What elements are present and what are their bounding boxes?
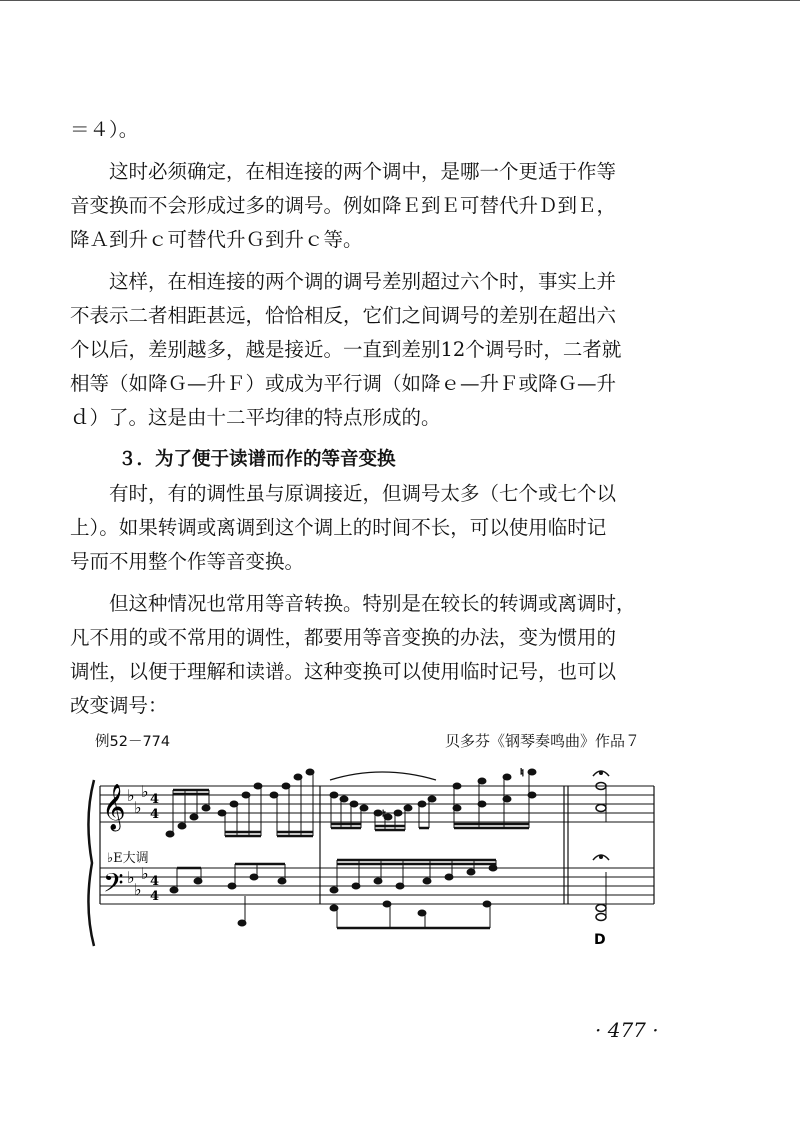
svg-text:4: 4	[150, 792, 160, 807]
text-line: ｄ）了。这是由十二平均律的特点形成的。	[70, 406, 441, 429]
text-line: ＝４）。	[70, 118, 139, 141]
text-line: 降Ａ到升ｃ可替代升Ｇ到升ｃ等。	[70, 228, 363, 251]
text-line: 这时必须确定，在相连接的两个调中，是哪一个更适于作等	[109, 160, 617, 183]
text-line: 调性，以便于理解和读谱。这种变换可以使用临时记号，也可以	[70, 660, 617, 683]
svg-text:♭: ♭	[141, 782, 149, 801]
time-signature	[150, 792, 159, 904]
svg-text:♭: ♭	[141, 864, 149, 883]
key-signature-bass	[127, 864, 149, 899]
paragraph-2	[70, 155, 666, 257]
paragraph-3	[70, 265, 666, 435]
text-line: 音变换而不会形成过多的调号。例如降Ｅ到Ｅ可替代升Ｄ到Ｅ，	[70, 194, 617, 217]
svg-text:♭: ♭	[134, 880, 142, 899]
text-line: 但这种情况也常用等音转换。特别是在较长的转调或离调时，	[109, 592, 636, 615]
text-line: 改变调号：	[70, 694, 168, 717]
top-rule	[0, 0, 800, 1]
bass-staff	[100, 868, 654, 904]
text-line: 个以后，差别越多，越是接近。一直到差别12个调号时，二者就	[70, 338, 622, 361]
grand-staff-brace	[88, 780, 94, 946]
page-number: · 477 ·	[595, 1018, 659, 1042]
bass-notes-measure-2	[330, 860, 497, 928]
music-score	[82, 768, 662, 958]
key-label: ♭E大调	[107, 851, 149, 866]
svg-text:♮: ♮	[382, 808, 386, 821]
text-line: 这样，在相连接的两个调的调号差别超过六个时，事实上并	[109, 270, 617, 293]
section-heading-para	[70, 443, 666, 477]
key-signature-treble	[127, 782, 149, 817]
text-line: 上）。如果转调或离调到这个调上的时间不长，可以使用临时记	[70, 516, 607, 539]
bass-final-chord	[593, 855, 609, 921]
treble-staff	[100, 786, 654, 822]
bass-note-label: D	[594, 932, 606, 948]
svg-text:♭: ♭	[134, 798, 142, 817]
text-line: 凡不用的或不常用的调性，都要用等音变换的办法，变为惯用的	[70, 626, 617, 649]
svg-text:4: 4	[150, 874, 160, 889]
example-label: 例52－774	[95, 734, 171, 750]
treble-final-chord	[593, 771, 609, 822]
treble-notes-measure-1	[166, 769, 314, 837]
svg-text:♭: ♭	[127, 786, 135, 805]
paragraph-4	[70, 477, 666, 579]
paragraph-1	[70, 113, 666, 147]
text-line: 不表示二者相距甚远，恰恰相反，它们之间调号的差别在超出六	[70, 304, 617, 327]
section-heading: ３．为了便于读谱而作的等音变换	[118, 449, 396, 470]
example-source: 贝多芬《钢琴奏鸣曲》作品７	[445, 732, 641, 750]
bass-clef-icon: 𝄢	[103, 867, 124, 905]
text-line: 相等（如降Ｇ—升Ｆ）或成为平行调（如降ｅ—升Ｆ或降Ｇ—升	[70, 372, 617, 395]
treble-notes-measure-2	[330, 768, 536, 830]
paragraph-5	[70, 587, 666, 723]
svg-text:♭: ♭	[127, 868, 135, 887]
main-text	[70, 113, 666, 731]
text-line: 有时，有的调性虽与原调接近，但调号太多（七个或七个以	[109, 482, 617, 505]
svg-text:4: 4	[150, 889, 160, 904]
treble-clef-icon: 𝄞	[102, 784, 126, 830]
svg-text:4: 4	[150, 807, 160, 822]
text-line: 号而不用整个作等音变换。	[70, 550, 305, 573]
svg-text:♮: ♮	[520, 768, 524, 779]
